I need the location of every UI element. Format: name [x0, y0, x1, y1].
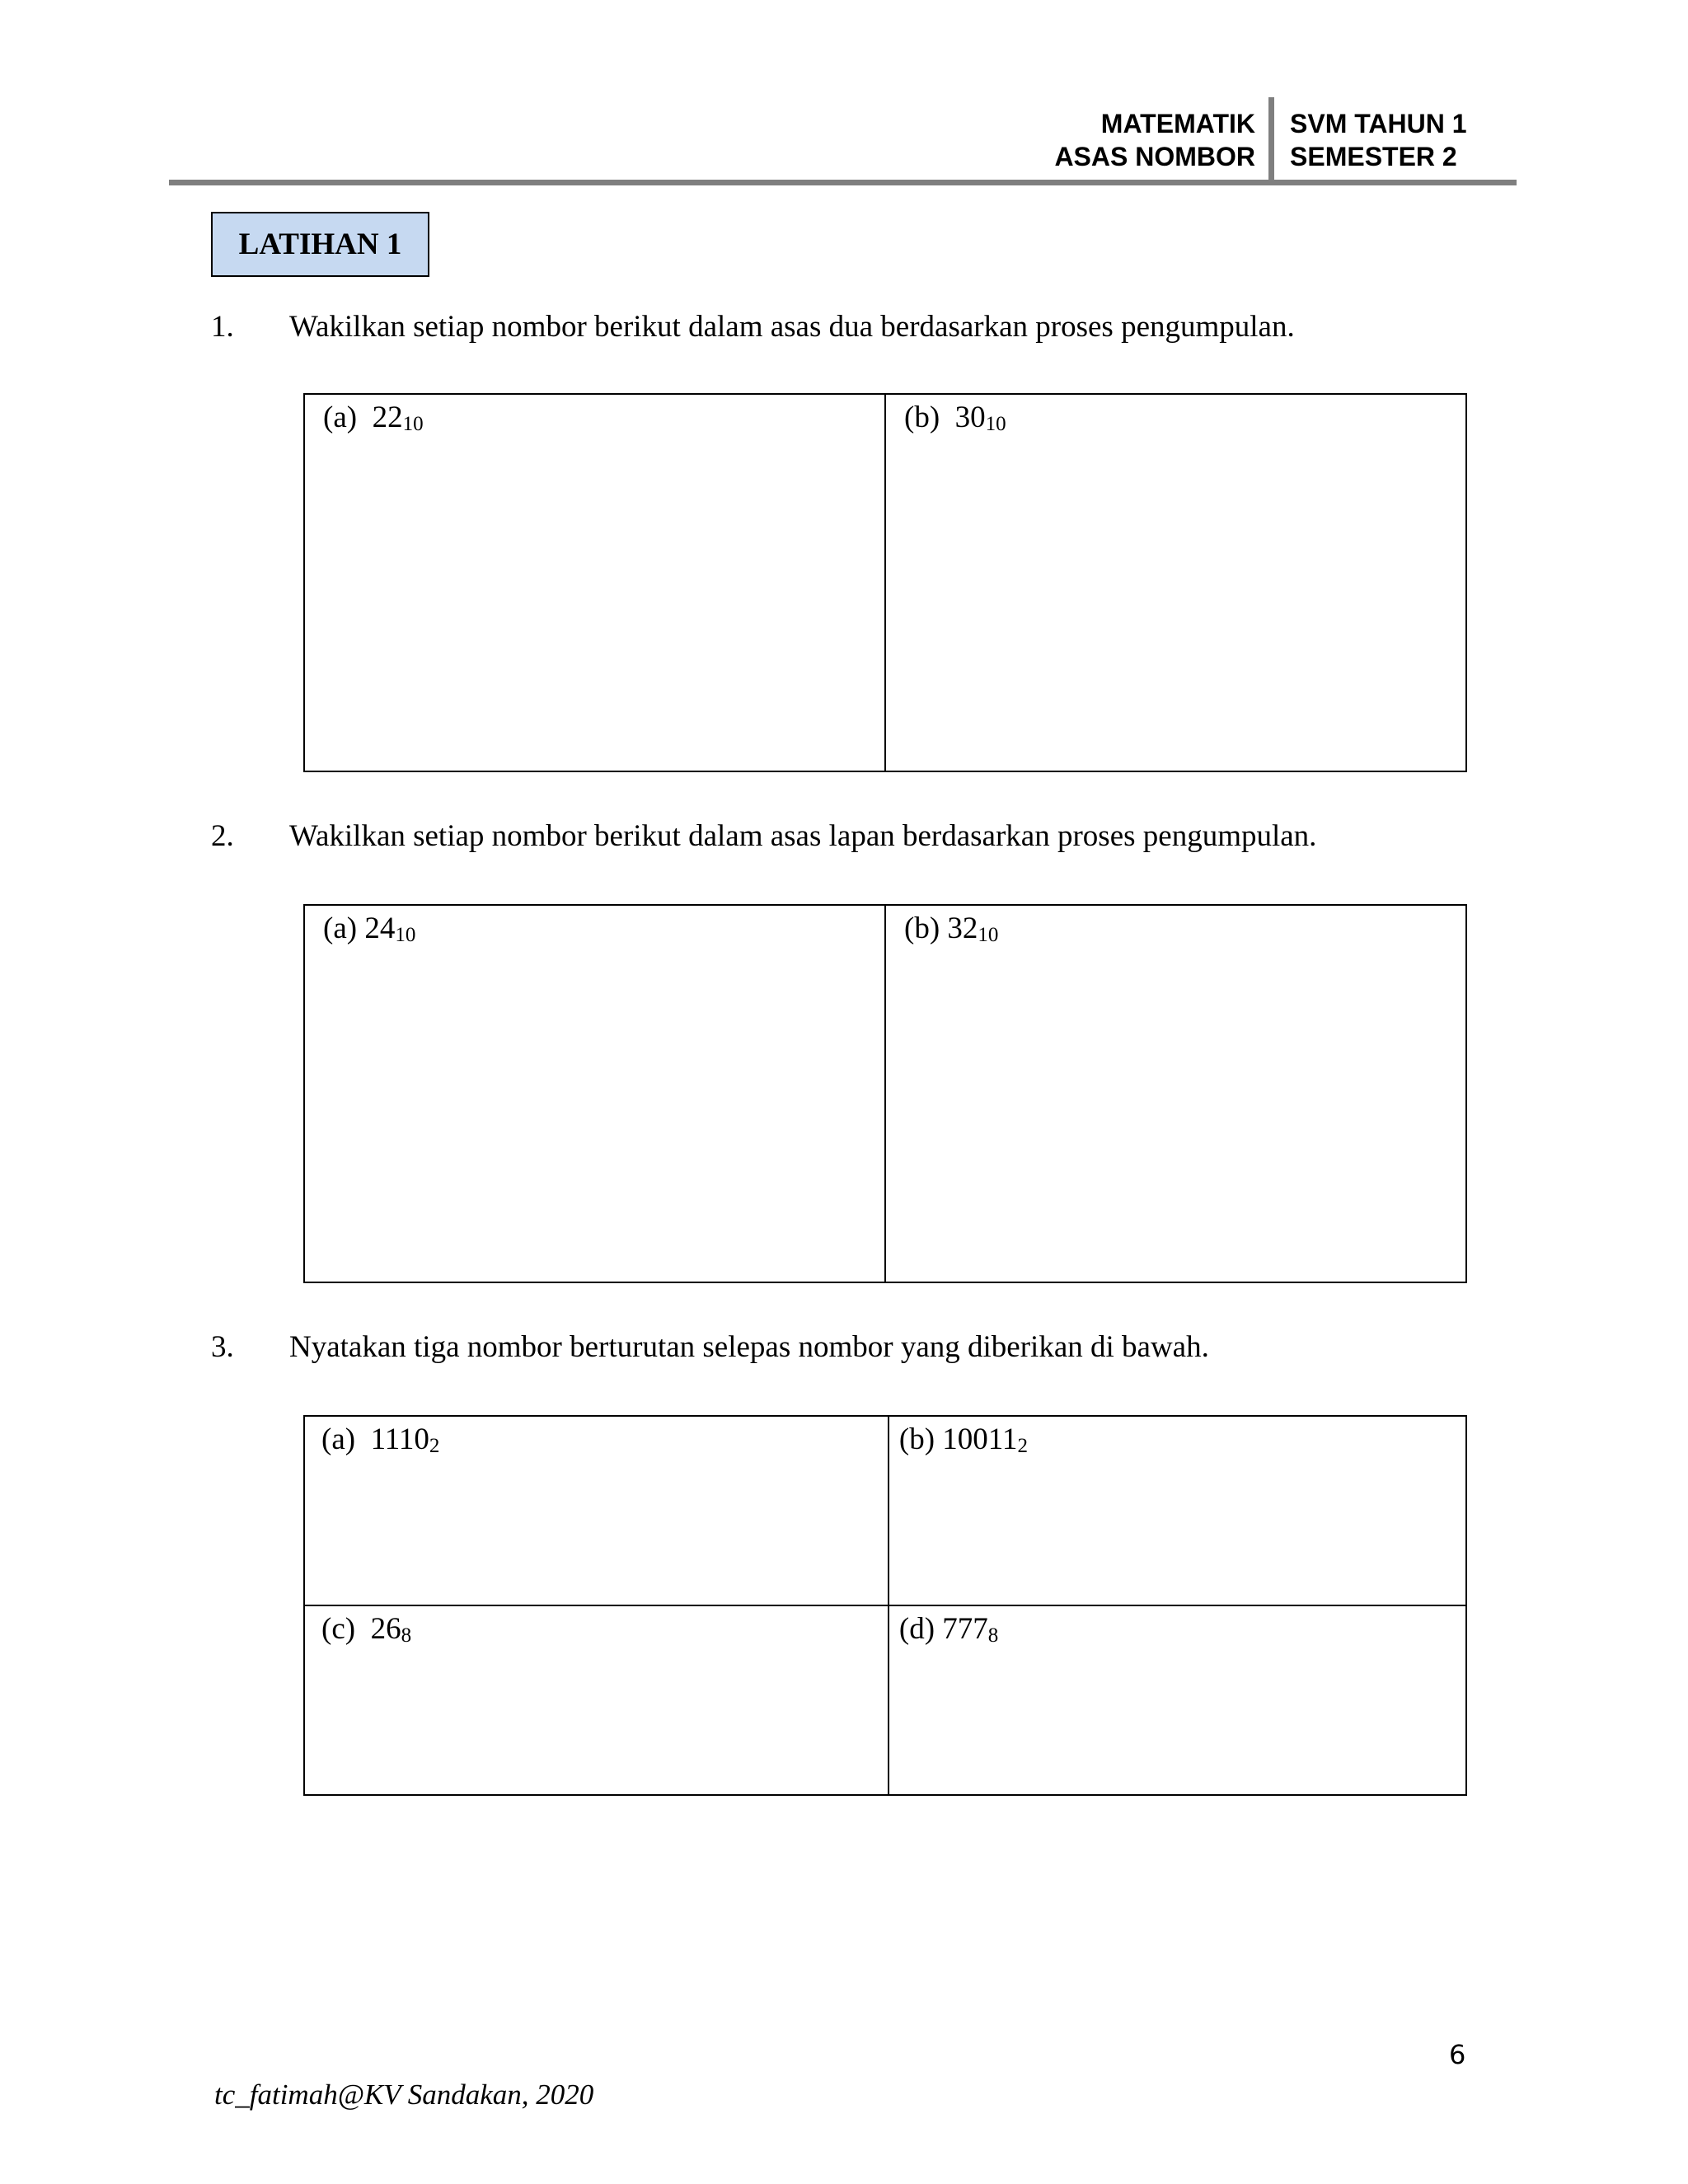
item-base: 2: [1017, 1435, 1028, 1457]
item-base: 10: [395, 924, 416, 946]
header-topic: ASAS NOMBOR: [1054, 142, 1255, 171]
question-text: Wakilkan setiap nombor berikut dalam asas lapan berdasarkan proses pengumpulan.: [289, 819, 1317, 853]
item-label: (c): [321, 1612, 356, 1646]
item-base: 8: [987, 1624, 999, 1647]
answer-grid-3: [303, 1415, 1467, 1796]
header-level: SVM TAHUN 1: [1290, 109, 1467, 138]
item-value: 10011: [942, 1422, 1018, 1456]
item-label: (b): [898, 1422, 935, 1456]
answer-cell[interactable]: [304, 1416, 889, 1605]
page-number: 6: [1449, 2039, 1466, 2070]
answer-grid-1: [303, 393, 1467, 772]
item-label: (a): [323, 401, 358, 434]
header-divider: [1268, 97, 1274, 183]
answer-cell[interactable]: [885, 394, 1466, 771]
item-value: 22: [372, 401, 403, 434]
footer-credit: tc_fatimah@KV Sandakan, 2020: [214, 2079, 594, 2111]
answer-cell[interactable]: [304, 905, 885, 1282]
answer-cell[interactable]: [304, 1605, 889, 1795]
header-right: [1290, 107, 1537, 173]
header-rule: [169, 180, 1517, 185]
question-number: 2.: [211, 819, 234, 853]
item-base: 10: [978, 924, 999, 946]
latihan-title: LATIHAN 1: [211, 212, 429, 277]
item-base: 10: [985, 413, 1006, 435]
question-text: Nyatakan tiga nombor berturutan selepas nombor yang diberikan di bawah.: [289, 1330, 1209, 1364]
item-value: 32: [947, 912, 978, 945]
item-label: (b): [904, 912, 940, 945]
item-label: (a): [321, 1422, 356, 1456]
question-1: [211, 309, 1295, 345]
answer-grid-2: [303, 904, 1467, 1283]
item-label: (a): [323, 912, 358, 945]
item-base: 8: [401, 1624, 412, 1647]
item-label: (d): [898, 1612, 935, 1646]
answer-cell[interactable]: [304, 394, 885, 771]
item-value: 777: [942, 1612, 988, 1646]
question-number: 1.: [211, 310, 234, 344]
item-base: 10: [402, 413, 424, 435]
question-3: [211, 1329, 1209, 1366]
item-base: 2: [429, 1435, 440, 1457]
answer-cell[interactable]: [889, 1416, 1466, 1605]
question-number: 3.: [211, 1330, 234, 1364]
question-2: [211, 818, 1316, 855]
header-subject: MATEMATIK: [1100, 109, 1255, 138]
answer-cell[interactable]: [885, 905, 1466, 1282]
header-semester: SEMESTER 2: [1290, 142, 1457, 171]
item-value: 30: [954, 401, 986, 434]
item-value: 1110: [370, 1422, 429, 1456]
item-value: 26: [370, 1612, 401, 1646]
item-value: 24: [364, 912, 396, 945]
question-text: Wakilkan setiap nombor berikut dalam asas dua berdasarkan proses pengumpulan.: [289, 310, 1295, 344]
answer-cell[interactable]: [889, 1605, 1466, 1795]
item-label: (b): [904, 401, 940, 434]
header-left: [761, 107, 1255, 173]
